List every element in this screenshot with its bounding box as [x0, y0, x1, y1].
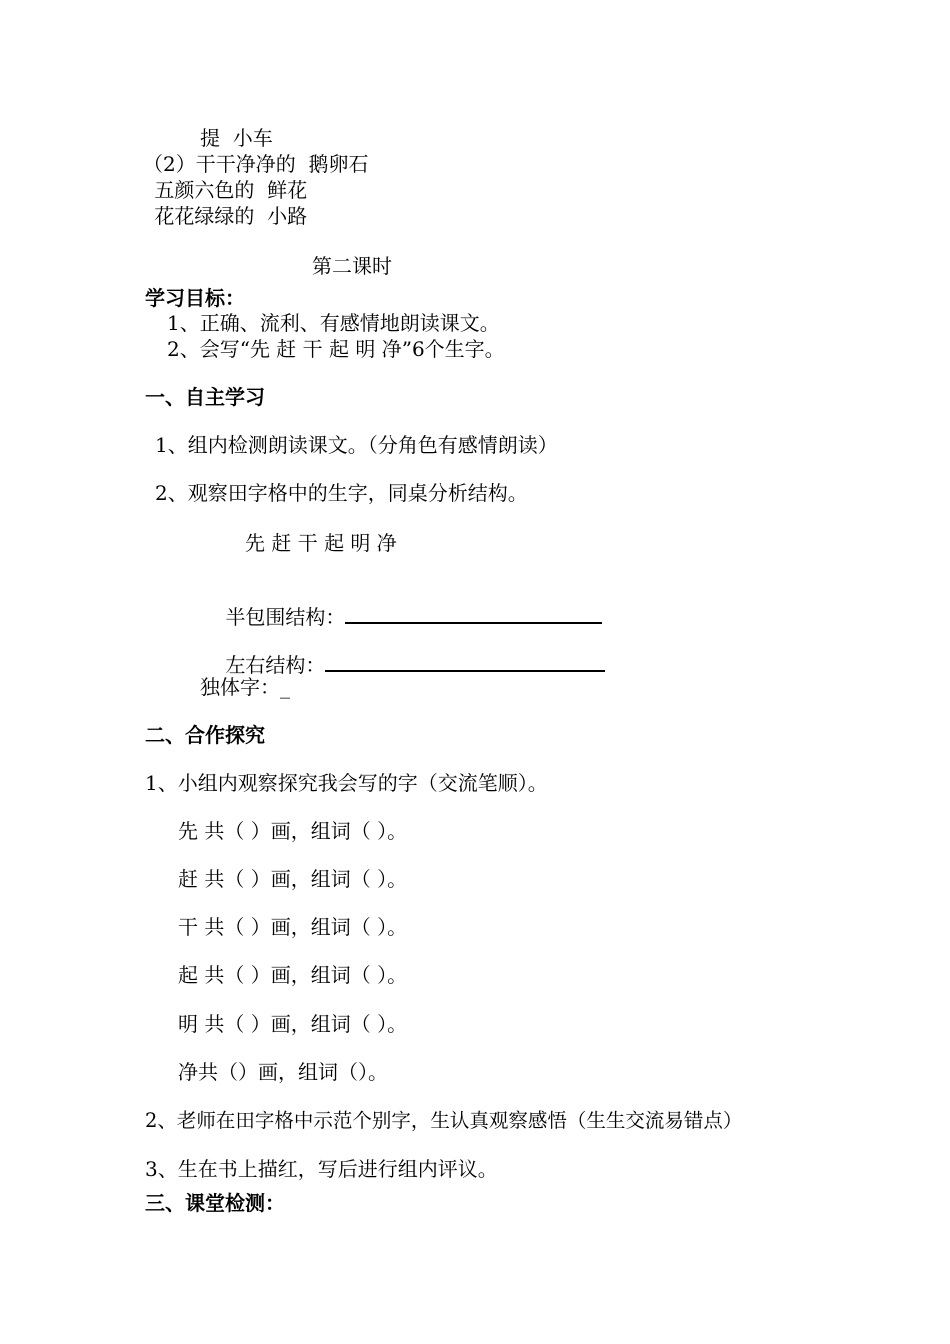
half-enclosed-label: 半包围结构：	[225, 605, 346, 629]
section2-item-1: 1、小组内观察探究我会写的字（交流笔顺）。	[145, 771, 548, 795]
half-enclosed-blank	[345, 604, 602, 624]
phrase-line-4: 花花绿绿的 小路	[148, 204, 308, 228]
objective-item-2: 2、会写“先 赶 干 起 明 净”6个生字。	[167, 337, 505, 361]
phrase-line-1: 提 小车	[200, 126, 273, 150]
section2-item-2: 2、老师在田字格中示范个别字，生认真观察感悟（生生交流易错点）	[145, 1109, 743, 1132]
section1-item-2: 2、观察田字格中的生字，同桌分析结构。	[155, 481, 528, 505]
lesson-title: 第二课时	[312, 254, 392, 278]
objective-item-1: 1、正确、流利、有感情地朗读课文。	[167, 311, 500, 335]
phrase-line-2: （2）干干净净的 鹅卵石	[143, 152, 369, 176]
objectives-heading: 学习目标：	[145, 286, 245, 310]
stroke-row-3: 干 共（ ）画，组词（ ）。	[178, 915, 408, 939]
section3-heading: 三、课堂检测：	[145, 1191, 285, 1215]
stroke-row-6: 净共（）画，组词（）。	[178, 1060, 388, 1084]
character-list: 先 赶 干 起 明 净	[245, 531, 397, 555]
left-right-label: 左右结构：	[225, 653, 326, 677]
section1-heading: 一、自主学习	[145, 385, 265, 409]
stroke-row-4: 起 共（ ）画，组词（ ）。	[178, 963, 408, 987]
single-structure-row: 独体字：_	[200, 675, 290, 699]
stroke-row-2: 赶 共（ ）画，组词（ ）。	[178, 867, 408, 891]
stroke-row-1: 先 共（ ）画，组词（ ）。	[178, 819, 408, 843]
stroke-row-5: 明 共（ ）画，组词（ ）。	[178, 1012, 408, 1036]
phrase-line-3: 五颜六色的 鲜花	[148, 178, 308, 202]
section2-item-3: 3、生在书上描红，写后进行组内评议。	[145, 1157, 498, 1181]
left-right-blank	[325, 652, 605, 672]
section1-item-1: 1、组内检测朗读课文。（分角色有感情朗读）	[155, 433, 558, 457]
section2-heading: 二、合作探究	[145, 723, 265, 747]
